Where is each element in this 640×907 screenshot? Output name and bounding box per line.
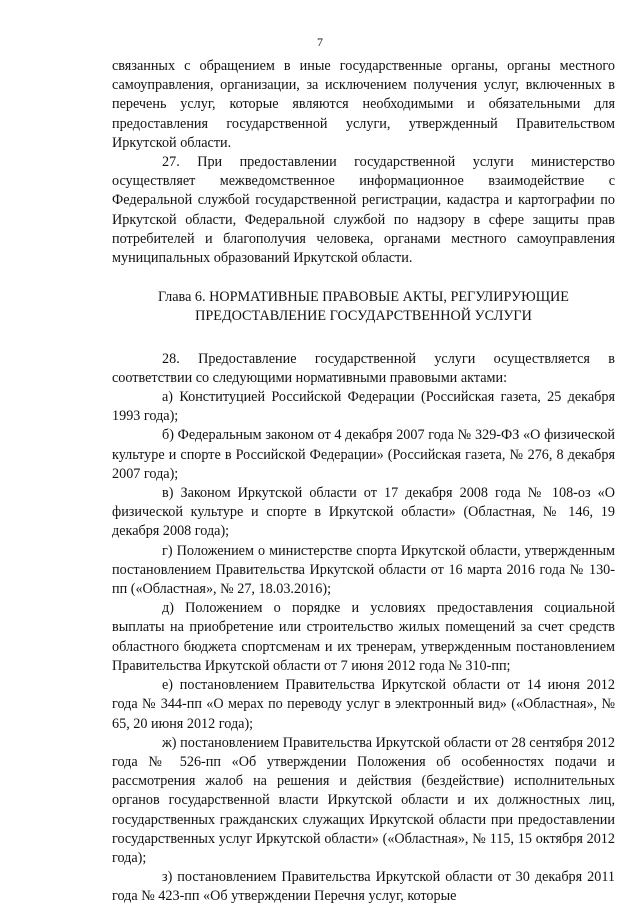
chapter-heading-line-1: Глава 6. НОРМАТИВНЫЕ ПРАВОВЫЕ АКТЫ, РЕГУЛИРУЮЩИЕ <box>158 289 569 306</box>
document-body <box>112 57 615 907</box>
page-number: 7 <box>317 35 323 49</box>
paragraph-continuation: связанных с обращением в иные государственные органы, органы местного самоуправления, организации, за исключением получения услуг, включенных в перечень услуг, которые являются необходимыми и обязательными для предоставления государственной услуги, утвержденный Правительством Иркутской области. <box>112 58 615 151</box>
list-item-g: г) Положением о министерстве спорта Иркутской области, утвержденным постановлением Правительства Иркутской области от 16 марта 2016 года № 130-пп («Областная», № 27, 18.03.2016); <box>112 542 615 598</box>
paragraph-27: 27. При предоставлении государственной услуги министерство осуществляет межведомственное информационное взаимодействие с Федеральной службой государственной регистрации, кадастра и картографии по Иркутской области, Федеральной службой по надзору в сфере защиты прав потребителей и благополучия человека, органами местного самоуправления муниципальных образований Иркутской области. <box>112 154 615 267</box>
list-item-v: в) Законом Иркутской области от 17 декабря 2008 года № 108-оз «О физической культуре и спорте в Иркутской области» (Областная, № 146, 19 декабря 2008 года); <box>112 485 615 540</box>
chapter-heading-line-2: ПРЕДОСТАВЛЕНИЕ ГОСУДАРСТВЕННОЙ УСЛУГИ <box>195 308 532 325</box>
paragraph-28: 28. Предоставление государственной услуги осуществляется в соответствии со следующими нормативными правовыми актами: <box>112 350 615 386</box>
list-item-e: е) постановлением Правительства Иркутской области от 14 июня 2012 года № 344-пп «О мерах по переводу услуг в электронный вид» («Областная», № 65, 20 июня 2012 года); <box>112 677 615 732</box>
list-item-a: а) Конституцией Российской Федерации (Российская газета, 25 декабря 1993 года); <box>112 389 615 425</box>
list-item-b: б) Федеральным законом от 4 декабря 2007 года № 329-ФЗ «О физической культуре и спорте в Российской Федерации» (Российская газета, № 276, 8 декабря 2007 года); <box>112 427 615 482</box>
list-item-d: д) Положением о порядке и условиях предоставления социальной выплаты на приобретение или строительство жилых помещений за счет средств областного бюджета спортсменам и их тренерам, утвержденным постановлением Правительства Иркутской области от 7 июня 2012 года № 310-пп; <box>112 600 615 674</box>
chapter-heading <box>112 288 615 326</box>
list-item-z: з) постановлением Правительства Иркутской области от 30 декабря 2011 года № 423-пп «Об утверждении Перечня услуг, которые <box>112 869 615 905</box>
list-item-zh: ж) постановлением Правительства Иркутской области от 28 сентября 2012 года № 526-пп «Об утверждении Положения об особенностях подачи и рассмотрения жалоб на решения и действия (бездействие) исполнительных органов государственной власти Иркутской области и их должностных лиц, государственных гражданских служащих Иркутской области при предоставлении государственных услуг Иркутской области» («Областная», № 115, 15 октября 2012 года); <box>112 734 615 866</box>
